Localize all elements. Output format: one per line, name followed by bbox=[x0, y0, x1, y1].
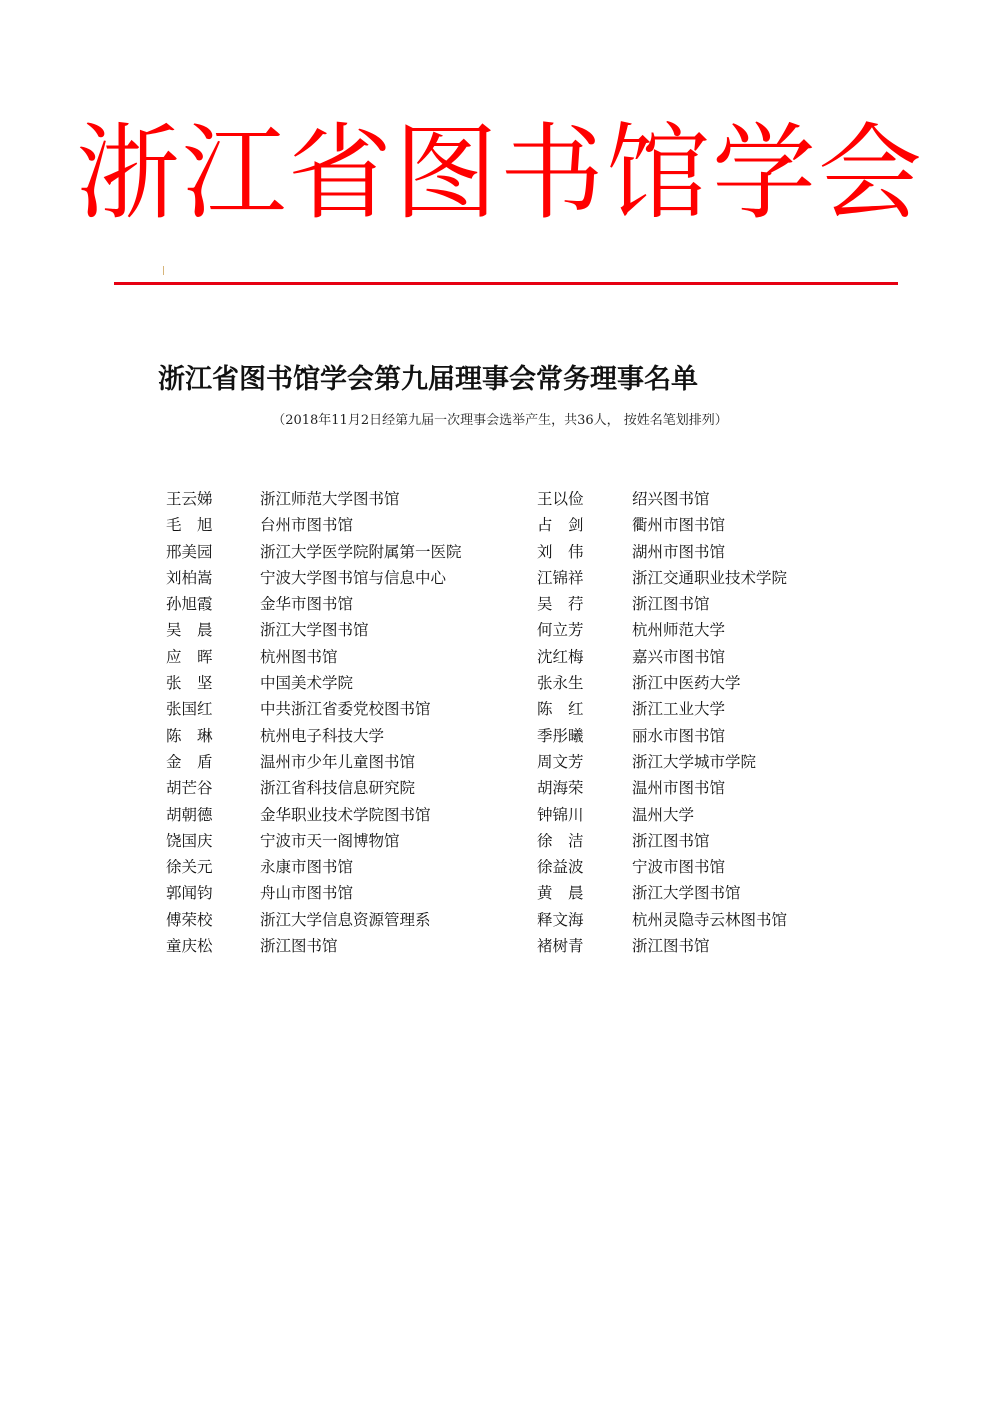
member-organization: 金华职业技术学院图书馆 bbox=[260, 805, 431, 824]
member-name: 钟锦川 bbox=[537, 805, 584, 824]
member-organization: 浙江图书馆 bbox=[632, 595, 710, 614]
member-organization: 舟山市图书馆 bbox=[260, 884, 354, 903]
letterhead-title: 浙江省图书馆学会 bbox=[75, 112, 924, 234]
document-title: 浙江省图书馆学会第九届理事会常务理事名单 bbox=[158, 364, 698, 395]
member-name: 占 剑 bbox=[537, 516, 584, 535]
member-name: 王以俭 bbox=[537, 490, 584, 508]
member-name: 沈红梅 bbox=[537, 647, 584, 666]
member-organization: 浙江师范大学图书馆 bbox=[260, 490, 400, 508]
member-organization: 浙江图书馆 bbox=[632, 831, 710, 850]
member-name: 童庆松 bbox=[166, 937, 213, 956]
member-name: 吴 晨 bbox=[166, 621, 213, 640]
member-organization: 浙江工业大学 bbox=[632, 700, 726, 719]
member-organization: 湖州市图书馆 bbox=[632, 542, 726, 561]
member-name: 胡芒谷 bbox=[166, 779, 213, 798]
member-organization: 丽水市图书馆 bbox=[632, 726, 726, 745]
member-organization: 衢州市图书馆 bbox=[632, 516, 726, 535]
roster-row bbox=[0, 828, 1000, 854]
member-organization: 台州市图书馆 bbox=[260, 516, 354, 535]
member-name: 陈 琳 bbox=[166, 726, 213, 745]
roster-row bbox=[0, 591, 1000, 617]
roster-row bbox=[0, 933, 1000, 959]
member-organization: 绍兴图书馆 bbox=[632, 490, 710, 508]
member-organization: 浙江省科技信息研究院 bbox=[260, 779, 416, 798]
member-organization: 宁波市图书馆 bbox=[632, 858, 726, 877]
member-roster bbox=[0, 486, 1000, 959]
roster-row bbox=[0, 802, 1000, 828]
member-organization: 浙江大学图书馆 bbox=[632, 884, 741, 903]
member-organization: 嘉兴市图书馆 bbox=[632, 647, 726, 666]
member-organization: 中共浙江省委党校图书馆 bbox=[260, 700, 431, 719]
member-organization: 温州大学 bbox=[632, 805, 695, 824]
member-organization: 浙江图书馆 bbox=[632, 937, 710, 956]
member-name: 胡海荣 bbox=[537, 779, 584, 798]
roster-row bbox=[0, 696, 1000, 722]
roster-row bbox=[0, 880, 1000, 906]
roster-row bbox=[0, 775, 1000, 801]
member-name: 褚树青 bbox=[537, 937, 584, 956]
member-name: 傅荣校 bbox=[166, 910, 213, 929]
member-name: 胡朝德 bbox=[166, 805, 213, 824]
letterhead-rule bbox=[114, 282, 898, 285]
member-organization: 永康市图书馆 bbox=[260, 858, 354, 877]
member-organization: 杭州图书馆 bbox=[260, 647, 338, 666]
member-name: 王云娣 bbox=[166, 490, 213, 508]
roster-row bbox=[0, 749, 1000, 775]
roster-row bbox=[0, 617, 1000, 643]
member-name: 孙旭霞 bbox=[166, 595, 213, 614]
document-subtitle: （2018年11月2日经第九届一次理事会选举产生，共36人， 按姓名笔划排列） bbox=[272, 413, 728, 428]
member-organization: 浙江中医药大学 bbox=[632, 674, 741, 693]
member-organization: 浙江图书馆 bbox=[260, 937, 338, 956]
member-name: 张国红 bbox=[166, 700, 213, 719]
margin-mark bbox=[163, 266, 164, 275]
roster-row bbox=[0, 723, 1000, 749]
member-organization: 金华市图书馆 bbox=[260, 595, 354, 614]
roster-row bbox=[0, 539, 1000, 565]
member-name: 刘 伟 bbox=[537, 542, 584, 561]
member-organization: 杭州灵隐寺云林图书馆 bbox=[632, 910, 788, 929]
member-name: 吴 荇 bbox=[537, 595, 584, 614]
member-name: 应 晖 bbox=[166, 647, 213, 666]
member-name: 黄 晨 bbox=[537, 884, 584, 903]
member-name: 何立芳 bbox=[537, 621, 584, 640]
member-name: 徐 洁 bbox=[537, 831, 584, 850]
member-organization: 温州市图书馆 bbox=[632, 779, 726, 798]
member-name: 邢美园 bbox=[166, 542, 213, 561]
member-name: 郭闻钧 bbox=[166, 884, 213, 903]
member-name: 徐益波 bbox=[537, 858, 584, 877]
member-name: 徐关元 bbox=[166, 858, 213, 877]
member-organization: 浙江大学信息资源管理系 bbox=[260, 910, 431, 929]
roster-row bbox=[0, 854, 1000, 880]
member-name: 张永生 bbox=[537, 674, 584, 693]
member-organization: 中国美术学院 bbox=[260, 674, 354, 693]
roster-row bbox=[0, 512, 1000, 538]
member-name: 周文芳 bbox=[537, 752, 584, 771]
member-organization: 宁波大学图书馆与信息中心 bbox=[260, 568, 447, 587]
member-name: 季彤曦 bbox=[537, 726, 584, 745]
member-name: 江锦祥 bbox=[537, 568, 584, 587]
member-name: 释文海 bbox=[537, 910, 584, 929]
member-organization: 浙江交通职业技术学院 bbox=[632, 568, 788, 587]
member-name: 刘柏嵩 bbox=[166, 568, 213, 587]
member-organization: 杭州电子科技大学 bbox=[260, 726, 385, 745]
member-organization: 宁波市天一阁博物馆 bbox=[260, 831, 400, 850]
member-name: 张 坚 bbox=[166, 674, 213, 693]
member-organization: 浙江大学图书馆 bbox=[260, 621, 369, 640]
member-organization: 杭州师范大学 bbox=[632, 621, 726, 640]
member-name: 饶国庆 bbox=[166, 831, 213, 850]
member-organization: 温州市少年儿童图书馆 bbox=[260, 752, 416, 771]
roster-row bbox=[0, 644, 1000, 670]
roster-row bbox=[0, 907, 1000, 933]
member-name: 陈 红 bbox=[537, 700, 584, 719]
roster-row bbox=[0, 486, 1000, 512]
member-name: 金 盾 bbox=[166, 752, 213, 771]
member-organization: 浙江大学医学院附属第一医院 bbox=[260, 542, 462, 561]
member-organization: 浙江大学城市学院 bbox=[632, 752, 757, 771]
member-name: 毛 旭 bbox=[166, 516, 213, 535]
roster-row bbox=[0, 670, 1000, 696]
roster-row bbox=[0, 565, 1000, 591]
